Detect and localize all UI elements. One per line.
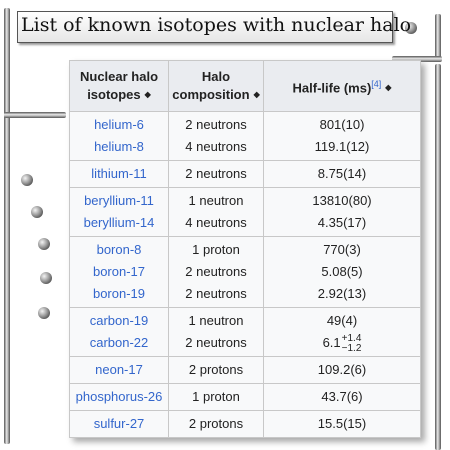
table-row bbox=[70, 237, 421, 308]
halflife-value-line bbox=[266, 136, 418, 158]
halflife-value-line bbox=[266, 310, 418, 332]
bullet-ball-icon bbox=[38, 238, 50, 250]
composition-value: 2 neutrons bbox=[185, 286, 247, 301]
isotope-link[interactable]: helium-8 bbox=[94, 139, 144, 154]
frame-bar-left-arm bbox=[4, 112, 66, 118]
halflife-value-line bbox=[266, 114, 418, 136]
composition-value: 4 neutrons bbox=[185, 139, 247, 154]
composition-value: 1 neutron bbox=[188, 313, 244, 328]
composition-cell bbox=[169, 161, 264, 188]
halflife-value: 15.5(15) bbox=[317, 416, 367, 431]
isotope-link[interactable]: phosphorus-26 bbox=[75, 389, 163, 404]
halflife-cell bbox=[264, 308, 421, 357]
title-box bbox=[17, 11, 412, 43]
halo-table-container bbox=[69, 60, 421, 438]
bullet-ball-icon bbox=[40, 272, 52, 284]
column-header-isotopes[interactable] bbox=[70, 61, 169, 112]
halo-isotopes-table bbox=[69, 60, 421, 438]
bullet-ball-icon bbox=[21, 174, 33, 186]
halflife-value-line bbox=[266, 413, 418, 435]
header-label: composition bbox=[172, 86, 250, 102]
isotope-cell bbox=[70, 357, 169, 384]
isotope-link[interactable]: neon-17 bbox=[95, 362, 143, 377]
composition-cell bbox=[169, 308, 264, 357]
bullet-ball-icon bbox=[38, 307, 50, 319]
isotope-cell bbox=[70, 188, 169, 237]
sort-arrows-icon[interactable]: ◆ bbox=[144, 90, 151, 100]
composition-cell bbox=[169, 357, 264, 384]
isotope-cell bbox=[70, 237, 169, 308]
isotope-cell bbox=[70, 411, 169, 438]
composition-value: 2 protons bbox=[188, 416, 244, 431]
uncertainty-minus: −1.2 bbox=[341, 342, 362, 354]
isotope-link[interactable]: boron-19 bbox=[92, 286, 146, 301]
bullet-ball-icon bbox=[31, 206, 43, 218]
halflife-value-line bbox=[266, 163, 418, 185]
halflife-value-line bbox=[266, 212, 418, 234]
halflife-cell bbox=[264, 161, 421, 188]
halflife-uncertainty bbox=[342, 334, 362, 354]
composition-value: 1 proton bbox=[192, 389, 240, 404]
isotope-cell bbox=[70, 384, 169, 411]
isotope-link[interactable]: boron-17 bbox=[92, 264, 146, 279]
halflife-value: 49(4) bbox=[326, 313, 358, 328]
halflife-value: 109.2(6) bbox=[317, 362, 367, 377]
halflife-value-line bbox=[266, 386, 418, 408]
halflife-value: 43.7(6) bbox=[321, 389, 363, 404]
composition-cell bbox=[169, 384, 264, 411]
isotope-link[interactable]: sulfur-27 bbox=[93, 416, 145, 431]
composition-value: 2 protons bbox=[188, 362, 244, 377]
halflife-value: 4.35(17) bbox=[317, 215, 367, 230]
composition-cell bbox=[169, 237, 264, 308]
halflife-value: 5.08(5) bbox=[321, 264, 363, 279]
composition-value: 4 neutrons bbox=[185, 215, 247, 230]
halflife-value-line bbox=[266, 283, 418, 305]
halflife-value-line bbox=[266, 190, 418, 212]
halflife-value: 119.1(12) bbox=[314, 139, 370, 154]
isotope-link[interactable]: carbon-19 bbox=[89, 313, 149, 328]
table-row bbox=[70, 384, 421, 411]
frame-bar-right-short bbox=[435, 14, 441, 60]
reference-link[interactable]: [4] bbox=[371, 78, 382, 89]
composition-value: 2 neutrons bbox=[185, 335, 247, 350]
composition-cell bbox=[169, 112, 264, 161]
sort-arrows-icon[interactable]: ◆ bbox=[253, 90, 260, 100]
composition-value: 2 neutrons bbox=[185, 117, 247, 132]
table-header-row bbox=[70, 61, 421, 112]
table-row bbox=[70, 161, 421, 188]
isotope-link[interactable]: boron-8 bbox=[96, 242, 142, 257]
table-row bbox=[70, 411, 421, 438]
halflife-value-line bbox=[266, 332, 418, 354]
composition-cell bbox=[169, 188, 264, 237]
table-row bbox=[70, 188, 421, 237]
sort-arrows-icon[interactable]: ◆ bbox=[385, 83, 392, 93]
composition-cell bbox=[169, 411, 264, 438]
isotope-link[interactable]: beryllium-11 bbox=[84, 193, 154, 208]
halflife-value-line bbox=[266, 359, 418, 381]
halflife-cell bbox=[264, 237, 421, 308]
frame-bar-left bbox=[4, 8, 10, 444]
header-label: Half-life (ms) bbox=[292, 79, 372, 95]
halflife-value: 770(3) bbox=[323, 242, 361, 257]
isotope-link[interactable]: lithium-11 bbox=[91, 166, 147, 181]
halflife-cell bbox=[264, 112, 421, 161]
frame-bar-right bbox=[435, 64, 441, 450]
halflife-cell bbox=[264, 411, 421, 438]
table-row bbox=[70, 308, 421, 357]
halflife-cell bbox=[264, 188, 421, 237]
halflife-value: 801(10) bbox=[319, 117, 365, 132]
isotope-link[interactable]: beryllium-14 bbox=[83, 215, 155, 230]
isotope-link[interactable]: helium-6 bbox=[94, 117, 144, 132]
table-row bbox=[70, 112, 421, 161]
halflife-value-line bbox=[266, 261, 418, 283]
table-row bbox=[70, 357, 421, 384]
halflife-cell bbox=[264, 357, 421, 384]
table-body bbox=[70, 112, 421, 438]
halflife-value: 8.75(14) bbox=[317, 166, 367, 181]
composition-value: 2 neutrons bbox=[185, 264, 247, 279]
halflife-value: 6.1 bbox=[322, 335, 341, 350]
header-label: Halo bbox=[201, 68, 231, 84]
halflife-value: 2.92(13) bbox=[317, 286, 367, 301]
halflife-cell bbox=[264, 384, 421, 411]
composition-value: 1 neutron bbox=[188, 193, 244, 208]
isotope-cell bbox=[70, 308, 169, 357]
header-label: Nuclear halo bbox=[79, 68, 159, 84]
isotope-link[interactable]: carbon-22 bbox=[89, 335, 149, 350]
column-header-composition[interactable] bbox=[169, 61, 264, 112]
page-title: List of known isotopes with nuclear halo bbox=[21, 14, 412, 36]
isotope-cell bbox=[70, 112, 169, 161]
uncertainty-plus: +1.4 bbox=[341, 332, 362, 344]
halflife-value: 13810(80) bbox=[312, 193, 372, 208]
header-label: isotopes bbox=[87, 86, 141, 102]
column-header-halflife[interactable] bbox=[264, 61, 421, 112]
composition-value: 1 proton bbox=[192, 242, 240, 257]
composition-value: 2 neutrons bbox=[185, 166, 247, 181]
isotope-cell bbox=[70, 161, 169, 188]
halflife-value-line bbox=[266, 239, 418, 261]
